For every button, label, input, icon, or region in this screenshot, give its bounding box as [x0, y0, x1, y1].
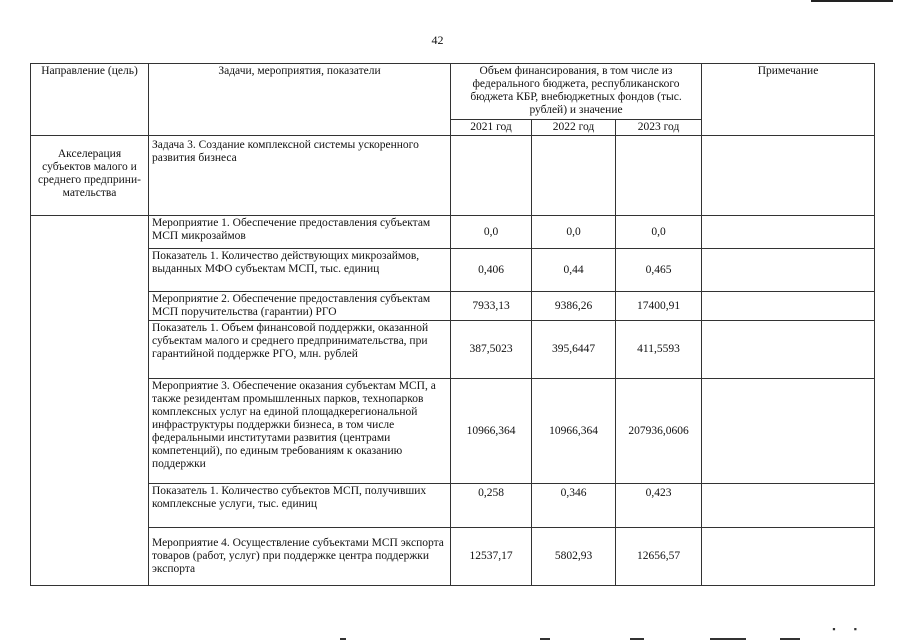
task-cell: Задача 3. Создание комплексной системы ускоренного развития бизнеса	[149, 136, 451, 216]
row-value-2021: 7933,13	[451, 292, 532, 321]
corner-line	[811, 0, 893, 2]
header-direction: Направление (цель)	[31, 64, 149, 136]
task-2023-cell	[616, 136, 702, 216]
row-value-2022: 9386,26	[532, 292, 616, 321]
row-text: Показатель 1. Количество субъектов МСП, получивших комплексные услуги, тыс. единиц	[149, 484, 451, 528]
header-tasks: Задачи, мероприятия, показатели	[149, 64, 451, 136]
header-year-2022: 2022 год	[532, 120, 616, 136]
row-note	[702, 292, 875, 321]
task-2022-cell	[532, 136, 616, 216]
row-value-2021: 387,5023	[451, 321, 532, 379]
row-text: Мероприятие 1. Обеспечение предоставления субъектам МСП микрозаймов	[149, 216, 451, 249]
row-value-2022: 10966,364	[532, 379, 616, 484]
task-note-cell	[702, 136, 875, 216]
row-text: Мероприятие 4. Осуществление субъектами МСП экспорта товаров (работ, услуг) при поддержке центра поддержки экспорта	[149, 528, 451, 586]
row-text: Показатель 1. Объем финансовой поддержки, оказанной субъектам малого и среднего предпринимательства, при гарантийной поддержке РГО, млн. рублей	[149, 321, 451, 379]
row-value-2023: 0,0	[616, 216, 702, 249]
row-value-2023: 411,5593	[616, 321, 702, 379]
table-row	[31, 528, 875, 586]
row-value-2021: 10966,364	[451, 379, 532, 484]
row-value-2022: 5802,93	[532, 528, 616, 586]
row-value-2022: 395,6447	[532, 321, 616, 379]
funding-table	[30, 63, 875, 586]
row-note	[702, 484, 875, 528]
row-value-2023: 207936,0606	[616, 379, 702, 484]
row-value-2021: 0,406	[451, 249, 532, 292]
row-text: Мероприятие 2. Обеспечение предоставления субъектам МСП поручительства (гарантии) РГО	[149, 292, 451, 321]
row-value-2022: 0,0	[532, 216, 616, 249]
row-text: Мероприятие 3. Обеспечение оказания субъектам МСП, а также резидентам промышленных парков, технопарков комплексных услуг на единой площадкерегиональной инфраструктуры поддержки бизнеса, в том числе федеральными институтами развития (центрами компетенций), по единым требованиям к оказанию поддержки	[149, 379, 451, 484]
row-value-2023: 12656,57	[616, 528, 702, 586]
row-note	[702, 528, 875, 586]
task-2021-cell	[451, 136, 532, 216]
row-note	[702, 216, 875, 249]
direction-empty-cell	[31, 216, 149, 586]
row-value-2023: 17400,91	[616, 292, 702, 321]
row-value-2023: 0,423	[616, 484, 702, 528]
row-note	[702, 379, 875, 484]
row-value-2021: 0,258	[451, 484, 532, 528]
task-row	[31, 136, 875, 216]
row-note	[702, 321, 875, 379]
row-value-2021: 0,0	[451, 216, 532, 249]
table-row	[31, 321, 875, 379]
header-year-2023: 2023 год	[616, 120, 702, 136]
table-row	[31, 216, 875, 249]
row-value-2022: 0,44	[532, 249, 616, 292]
scan-artifact: ▪ ▪	[832, 624, 865, 634]
header-funding: Объем финансирования, в том числе из федерального бюджета, республиканского бюджета КБР, внебюджетных фондов (тыс. рублей) и значение	[451, 64, 702, 120]
row-value-2023: 0,465	[616, 249, 702, 292]
row-value-2021: 12537,17	[451, 528, 532, 586]
row-note	[702, 249, 875, 292]
table-row	[31, 292, 875, 321]
header-note: Примечание	[702, 64, 875, 136]
header-year-2021: 2021 год	[451, 120, 532, 136]
direction-cell: Акселерация субъектов малого и среднего предприни-мательства	[31, 136, 149, 216]
header-row	[31, 64, 875, 120]
row-value-2022: 0,346	[532, 484, 616, 528]
table-row	[31, 379, 875, 484]
table-row	[31, 249, 875, 292]
page-number: 42	[431, 33, 444, 47]
row-text: Показатель 1. Количество действующих микрозаймов, выданных МФО субъектам МСП, тыс. единиц	[149, 249, 451, 292]
table-row	[31, 484, 875, 528]
